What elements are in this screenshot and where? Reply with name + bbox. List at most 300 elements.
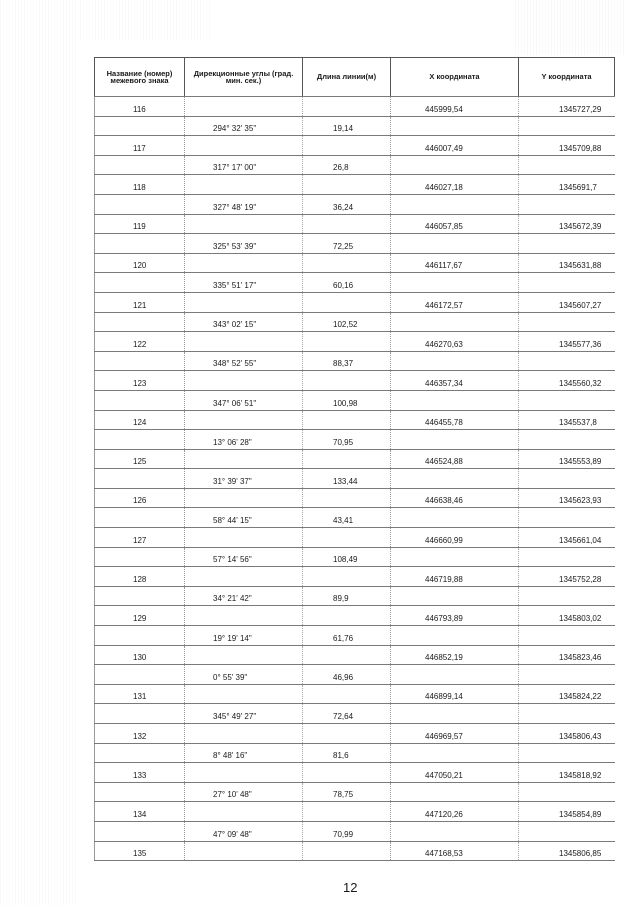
y-coordinate: 1345709,88	[559, 143, 602, 153]
empty-cell-cell	[519, 312, 615, 332]
segment-row	[95, 626, 615, 646]
line-length: 60,16	[333, 280, 354, 290]
y-coordinate-cell	[519, 175, 615, 195]
point-row	[95, 97, 615, 117]
x-coordinate-cell	[391, 136, 519, 156]
line-length-cell	[303, 351, 391, 371]
x-coordinate: 447120,26	[425, 809, 463, 819]
y-coordinate: 1345607,27	[559, 300, 602, 310]
empty-cell-cell	[391, 273, 519, 293]
segment-row	[95, 430, 615, 450]
point-row	[95, 802, 615, 822]
point-name: 135	[133, 849, 147, 859]
x-coordinate-cell	[391, 488, 519, 508]
y-coordinate-cell	[519, 449, 615, 469]
point-name-cell	[95, 136, 185, 156]
empty-cell-cell	[303, 724, 391, 744]
line-length-cell	[303, 782, 391, 802]
point-row	[95, 567, 615, 587]
empty-cell-cell	[95, 430, 185, 450]
y-coordinate-cell	[519, 645, 615, 665]
point-name: 130	[133, 653, 147, 663]
segment-row	[95, 194, 615, 214]
segment-row	[95, 155, 615, 175]
empty-cell-cell	[519, 273, 615, 293]
direction-angle: 57° 14' 56"	[213, 555, 252, 565]
segment-row	[95, 743, 615, 763]
direction-angle-cell	[185, 116, 303, 136]
segment-row	[95, 312, 615, 332]
line-length: 88,37	[333, 359, 354, 369]
empty-cell-cell	[95, 743, 185, 763]
empty-cell-cell	[303, 332, 391, 352]
x-coordinate-cell	[391, 253, 519, 273]
point-name-cell	[95, 645, 185, 665]
y-coordinate: 1345623,93	[559, 496, 602, 506]
direction-angle-cell	[185, 155, 303, 175]
empty-cell-cell	[95, 704, 185, 724]
empty-cell-cell	[391, 821, 519, 841]
point-name: 126	[133, 496, 147, 506]
y-coordinate-cell	[519, 332, 615, 352]
point-row	[95, 410, 615, 430]
line-length: 36,24	[333, 202, 354, 212]
segment-row	[95, 547, 615, 567]
table-header	[95, 58, 615, 97]
x-coordinate-cell	[391, 449, 519, 469]
x-coordinate: 445999,54	[425, 104, 463, 114]
empty-cell-cell	[185, 214, 303, 234]
coordinates-table	[94, 57, 615, 861]
empty-cell-cell	[519, 508, 615, 528]
segment-row	[95, 586, 615, 606]
point-name-cell	[95, 528, 185, 548]
empty-cell-cell	[391, 116, 519, 136]
empty-cell-cell	[519, 626, 615, 646]
x-coordinate: 446719,88	[425, 574, 463, 584]
point-row	[95, 175, 615, 195]
empty-cell-cell	[519, 155, 615, 175]
x-coordinate: 446117,67	[425, 261, 463, 271]
x-coordinate: 446057,85	[425, 222, 463, 232]
empty-cell-cell	[303, 567, 391, 587]
y-coordinate-cell	[519, 802, 615, 822]
x-coordinate-cell	[391, 567, 519, 587]
y-coordinate: 1345854,89	[559, 809, 602, 819]
y-coordinate: 1345803,02	[559, 614, 602, 624]
empty-cell-cell	[185, 606, 303, 626]
header-row	[95, 58, 615, 97]
line-length-cell	[303, 155, 391, 175]
empty-cell-cell	[519, 743, 615, 763]
direction-angle: 58° 44' 15"	[213, 516, 252, 526]
direction-angle: 325° 53' 39"	[213, 241, 257, 251]
empty-cell-cell	[391, 312, 519, 332]
header-line-length: Длина линии(м)	[303, 58, 391, 97]
point-row	[95, 292, 615, 312]
empty-cell-cell	[391, 626, 519, 646]
point-name: 116	[133, 104, 146, 114]
line-length-cell	[303, 234, 391, 254]
segment-row	[95, 704, 615, 724]
point-name: 134	[133, 809, 147, 819]
scan-noise-left	[0, 0, 78, 905]
empty-cell-cell	[303, 410, 391, 430]
point-name-cell	[95, 253, 185, 273]
empty-cell-cell	[185, 332, 303, 352]
direction-angle: 31° 39' 37"	[213, 476, 252, 486]
empty-cell-cell	[303, 371, 391, 391]
x-coordinate-cell	[391, 175, 519, 195]
direction-angle-cell	[185, 312, 303, 332]
x-coordinate: 446899,14	[425, 692, 463, 702]
y-coordinate-cell	[519, 684, 615, 704]
empty-cell-cell	[303, 97, 391, 117]
point-name-cell	[95, 214, 185, 234]
point-name: 122	[133, 339, 147, 349]
line-length-cell	[303, 273, 391, 293]
direction-angle: 335° 51' 17"	[213, 280, 257, 290]
y-coordinate: 1345577,36	[559, 339, 602, 349]
point-name: 128	[133, 574, 147, 584]
x-coordinate: 446638,46	[425, 496, 463, 506]
empty-cell-cell	[391, 469, 519, 489]
empty-cell-cell	[391, 704, 519, 724]
empty-cell-cell	[95, 508, 185, 528]
point-name-cell	[95, 841, 185, 861]
header-direction-angle: Дирекционные углы (град. мин. сек.)	[185, 58, 303, 97]
line-length: 19,14	[333, 124, 354, 134]
point-name-cell	[95, 332, 185, 352]
point-name: 117	[133, 143, 146, 153]
direction-angle-cell	[185, 743, 303, 763]
empty-cell-cell	[303, 253, 391, 273]
line-length-cell	[303, 194, 391, 214]
table-body	[95, 97, 615, 861]
empty-cell-cell	[303, 292, 391, 312]
y-coordinate-cell	[519, 763, 615, 783]
y-coordinate-cell	[519, 214, 615, 234]
empty-cell-cell	[185, 841, 303, 861]
line-length: 81,6	[333, 751, 349, 761]
direction-angle-cell	[185, 665, 303, 685]
empty-cell-cell	[303, 684, 391, 704]
direction-angle-cell	[185, 547, 303, 567]
header-point-name: Название (номер) межевого знака	[95, 58, 185, 97]
line-length-cell	[303, 547, 391, 567]
direction-angle-cell	[185, 586, 303, 606]
x-coordinate-cell	[391, 528, 519, 548]
x-coordinate-cell	[391, 684, 519, 704]
empty-cell-cell	[95, 626, 185, 646]
empty-cell-cell	[391, 155, 519, 175]
point-row	[95, 724, 615, 744]
x-coordinate-cell	[391, 214, 519, 234]
empty-cell-cell	[95, 351, 185, 371]
empty-cell-cell	[519, 351, 615, 371]
segment-row	[95, 508, 615, 528]
x-coordinate-cell	[391, 606, 519, 626]
line-length-cell	[303, 821, 391, 841]
point-name: 123	[133, 378, 147, 388]
empty-cell-cell	[391, 234, 519, 254]
x-coordinate-cell	[391, 332, 519, 352]
empty-cell-cell	[519, 704, 615, 724]
point-name-cell	[95, 684, 185, 704]
line-length: 108,49	[333, 555, 358, 565]
direction-angle: 294° 32' 35"	[213, 124, 257, 134]
x-coordinate: 446660,99	[425, 535, 463, 545]
empty-cell-cell	[519, 547, 615, 567]
empty-cell-cell	[303, 606, 391, 626]
y-coordinate: 1345806,43	[559, 731, 602, 741]
point-row	[95, 645, 615, 665]
empty-cell-cell	[519, 390, 615, 410]
x-coordinate-cell	[391, 841, 519, 861]
empty-cell-cell	[95, 586, 185, 606]
empty-cell-cell	[185, 292, 303, 312]
y-coordinate: 1345727,29	[559, 104, 602, 114]
empty-cell-cell	[95, 234, 185, 254]
header-x-coordinate: X координата	[391, 58, 519, 97]
y-coordinate-cell	[519, 292, 615, 312]
empty-cell-cell	[303, 802, 391, 822]
x-coordinate: 446007,49	[425, 143, 463, 153]
direction-angle-cell	[185, 508, 303, 528]
direction-angle: 348° 52' 55"	[213, 359, 257, 369]
y-coordinate: 1345752,28	[559, 574, 602, 584]
point-name: 120	[133, 261, 147, 271]
direction-angle-cell	[185, 234, 303, 254]
point-row	[95, 332, 615, 352]
empty-cell-cell	[303, 763, 391, 783]
empty-cell-cell	[185, 567, 303, 587]
direction-angle: 19° 19' 14"	[213, 633, 252, 643]
empty-cell-cell	[95, 194, 185, 214]
empty-cell-cell	[95, 782, 185, 802]
empty-cell-cell	[95, 821, 185, 841]
direction-angle-cell	[185, 626, 303, 646]
empty-cell-cell	[303, 645, 391, 665]
empty-cell-cell	[95, 547, 185, 567]
point-name: 118	[133, 182, 146, 192]
point-name-cell	[95, 488, 185, 508]
direction-angle: 34° 21' 42"	[213, 594, 252, 604]
direction-angle-cell	[185, 704, 303, 724]
empty-cell-cell	[185, 175, 303, 195]
empty-cell-cell	[185, 371, 303, 391]
empty-cell-cell	[185, 724, 303, 744]
empty-cell-cell	[95, 312, 185, 332]
empty-cell-cell	[391, 430, 519, 450]
point-name-cell	[95, 449, 185, 469]
x-coordinate-cell	[391, 97, 519, 117]
segment-row	[95, 234, 615, 254]
line-length-cell	[303, 665, 391, 685]
x-coordinate: 446270,63	[425, 339, 463, 349]
empty-cell-cell	[391, 351, 519, 371]
x-coordinate: 446027,18	[425, 182, 463, 192]
empty-cell-cell	[519, 782, 615, 802]
direction-angle: 327° 48' 19"	[213, 202, 257, 212]
empty-cell-cell	[95, 469, 185, 489]
segment-row	[95, 273, 615, 293]
point-row	[95, 763, 615, 783]
empty-cell-cell	[185, 136, 303, 156]
empty-cell-cell	[185, 253, 303, 273]
line-length-cell	[303, 116, 391, 136]
point-name-cell	[95, 724, 185, 744]
segment-row	[95, 390, 615, 410]
x-coordinate-cell	[391, 645, 519, 665]
direction-angle-cell	[185, 469, 303, 489]
y-coordinate: 1345691,7	[559, 182, 597, 192]
x-coordinate-cell	[391, 410, 519, 430]
empty-cell-cell	[391, 586, 519, 606]
point-row	[95, 488, 615, 508]
line-length: 70,99	[333, 829, 354, 839]
direction-angle: 13° 06' 28"	[213, 437, 252, 447]
direction-angle-cell	[185, 194, 303, 214]
empty-cell-cell	[391, 547, 519, 567]
point-row	[95, 528, 615, 548]
direction-angle: 47° 09' 48"	[213, 829, 252, 839]
line-length: 61,76	[333, 633, 354, 643]
point-name-cell	[95, 567, 185, 587]
empty-cell-cell	[519, 586, 615, 606]
point-name-cell	[95, 292, 185, 312]
direction-angle-cell	[185, 390, 303, 410]
point-row	[95, 684, 615, 704]
point-name: 121	[133, 300, 147, 310]
line-length: 100,98	[333, 398, 358, 408]
direction-angle-cell	[185, 430, 303, 450]
x-coordinate: 446793,89	[425, 614, 463, 624]
direction-angle-cell	[185, 351, 303, 371]
x-coordinate-cell	[391, 802, 519, 822]
page-number: 12	[343, 880, 358, 895]
point-name: 119	[133, 222, 146, 232]
direction-angle: 317° 17' 00"	[213, 163, 257, 173]
empty-cell-cell	[185, 684, 303, 704]
line-length-cell	[303, 704, 391, 724]
point-name-cell	[95, 606, 185, 626]
point-name-cell	[95, 175, 185, 195]
empty-cell-cell	[185, 763, 303, 783]
empty-cell-cell	[303, 175, 391, 195]
point-name: 132	[133, 731, 147, 741]
line-length: 43,41	[333, 516, 354, 526]
empty-cell-cell	[185, 488, 303, 508]
direction-angle: 27° 10' 48"	[213, 790, 252, 800]
segment-row	[95, 821, 615, 841]
direction-angle: 347° 06' 51"	[213, 398, 257, 408]
point-name-cell	[95, 802, 185, 822]
header-y-coordinate: Y координата	[519, 58, 615, 97]
point-name: 125	[133, 457, 147, 467]
x-coordinate: 447050,21	[425, 770, 463, 780]
point-name-cell	[95, 410, 185, 430]
line-length: 78,75	[333, 790, 354, 800]
point-row	[95, 253, 615, 273]
empty-cell-cell	[519, 116, 615, 136]
y-coordinate: 1345806,85	[559, 849, 602, 859]
line-length: 89,9	[333, 594, 349, 604]
point-row	[95, 606, 615, 626]
direction-angle: 343° 02' 15"	[213, 320, 257, 330]
line-length-cell	[303, 586, 391, 606]
empty-cell-cell	[519, 469, 615, 489]
line-length: 102,52	[333, 320, 358, 330]
empty-cell-cell	[391, 782, 519, 802]
empty-cell-cell	[519, 234, 615, 254]
point-name-cell	[95, 97, 185, 117]
empty-cell-cell	[95, 665, 185, 685]
x-coordinate: 447168,53	[425, 849, 463, 859]
empty-cell-cell	[303, 528, 391, 548]
segment-row	[95, 469, 615, 489]
empty-cell-cell	[303, 136, 391, 156]
x-coordinate: 446455,78	[425, 418, 463, 428]
segment-row	[95, 351, 615, 371]
empty-cell-cell	[519, 430, 615, 450]
y-coordinate-cell	[519, 488, 615, 508]
y-coordinate-cell	[519, 841, 615, 861]
y-coordinate-cell	[519, 371, 615, 391]
y-coordinate: 1345823,46	[559, 653, 602, 663]
empty-cell-cell	[391, 743, 519, 763]
y-coordinate-cell	[519, 97, 615, 117]
x-coordinate-cell	[391, 292, 519, 312]
x-coordinate: 446524,88	[425, 457, 463, 467]
empty-cell-cell	[519, 194, 615, 214]
x-coordinate-cell	[391, 724, 519, 744]
empty-cell-cell	[303, 488, 391, 508]
line-length-cell	[303, 312, 391, 332]
point-name: 127	[133, 535, 147, 545]
x-coordinate-cell	[391, 371, 519, 391]
direction-angle: 8° 48' 16"	[213, 751, 248, 761]
line-length-cell	[303, 626, 391, 646]
point-name: 129	[133, 614, 147, 624]
y-coordinate-cell	[519, 606, 615, 626]
point-name-cell	[95, 371, 185, 391]
direction-angle: 0° 55' 39"	[213, 672, 248, 682]
empty-cell-cell	[519, 665, 615, 685]
point-row	[95, 136, 615, 156]
empty-cell-cell	[303, 214, 391, 234]
empty-cell-cell	[95, 116, 185, 136]
y-coordinate-cell	[519, 410, 615, 430]
x-coordinate: 446172,57	[425, 300, 463, 310]
point-name: 131	[133, 692, 147, 702]
y-coordinate: 1345824,22	[559, 692, 602, 702]
point-row	[95, 371, 615, 391]
line-length-cell	[303, 430, 391, 450]
direction-angle-cell	[185, 273, 303, 293]
line-length: 133,44	[333, 476, 358, 486]
x-coordinate: 446357,34	[425, 378, 463, 388]
x-coordinate: 446852,19	[425, 653, 463, 663]
empty-cell-cell	[391, 665, 519, 685]
y-coordinate-cell	[519, 528, 615, 548]
segment-row	[95, 782, 615, 802]
empty-cell-cell	[95, 273, 185, 293]
segment-row	[95, 116, 615, 136]
direction-angle: 345° 49' 27"	[213, 712, 257, 721]
x-coordinate-cell	[391, 763, 519, 783]
point-name: 124	[133, 418, 147, 428]
